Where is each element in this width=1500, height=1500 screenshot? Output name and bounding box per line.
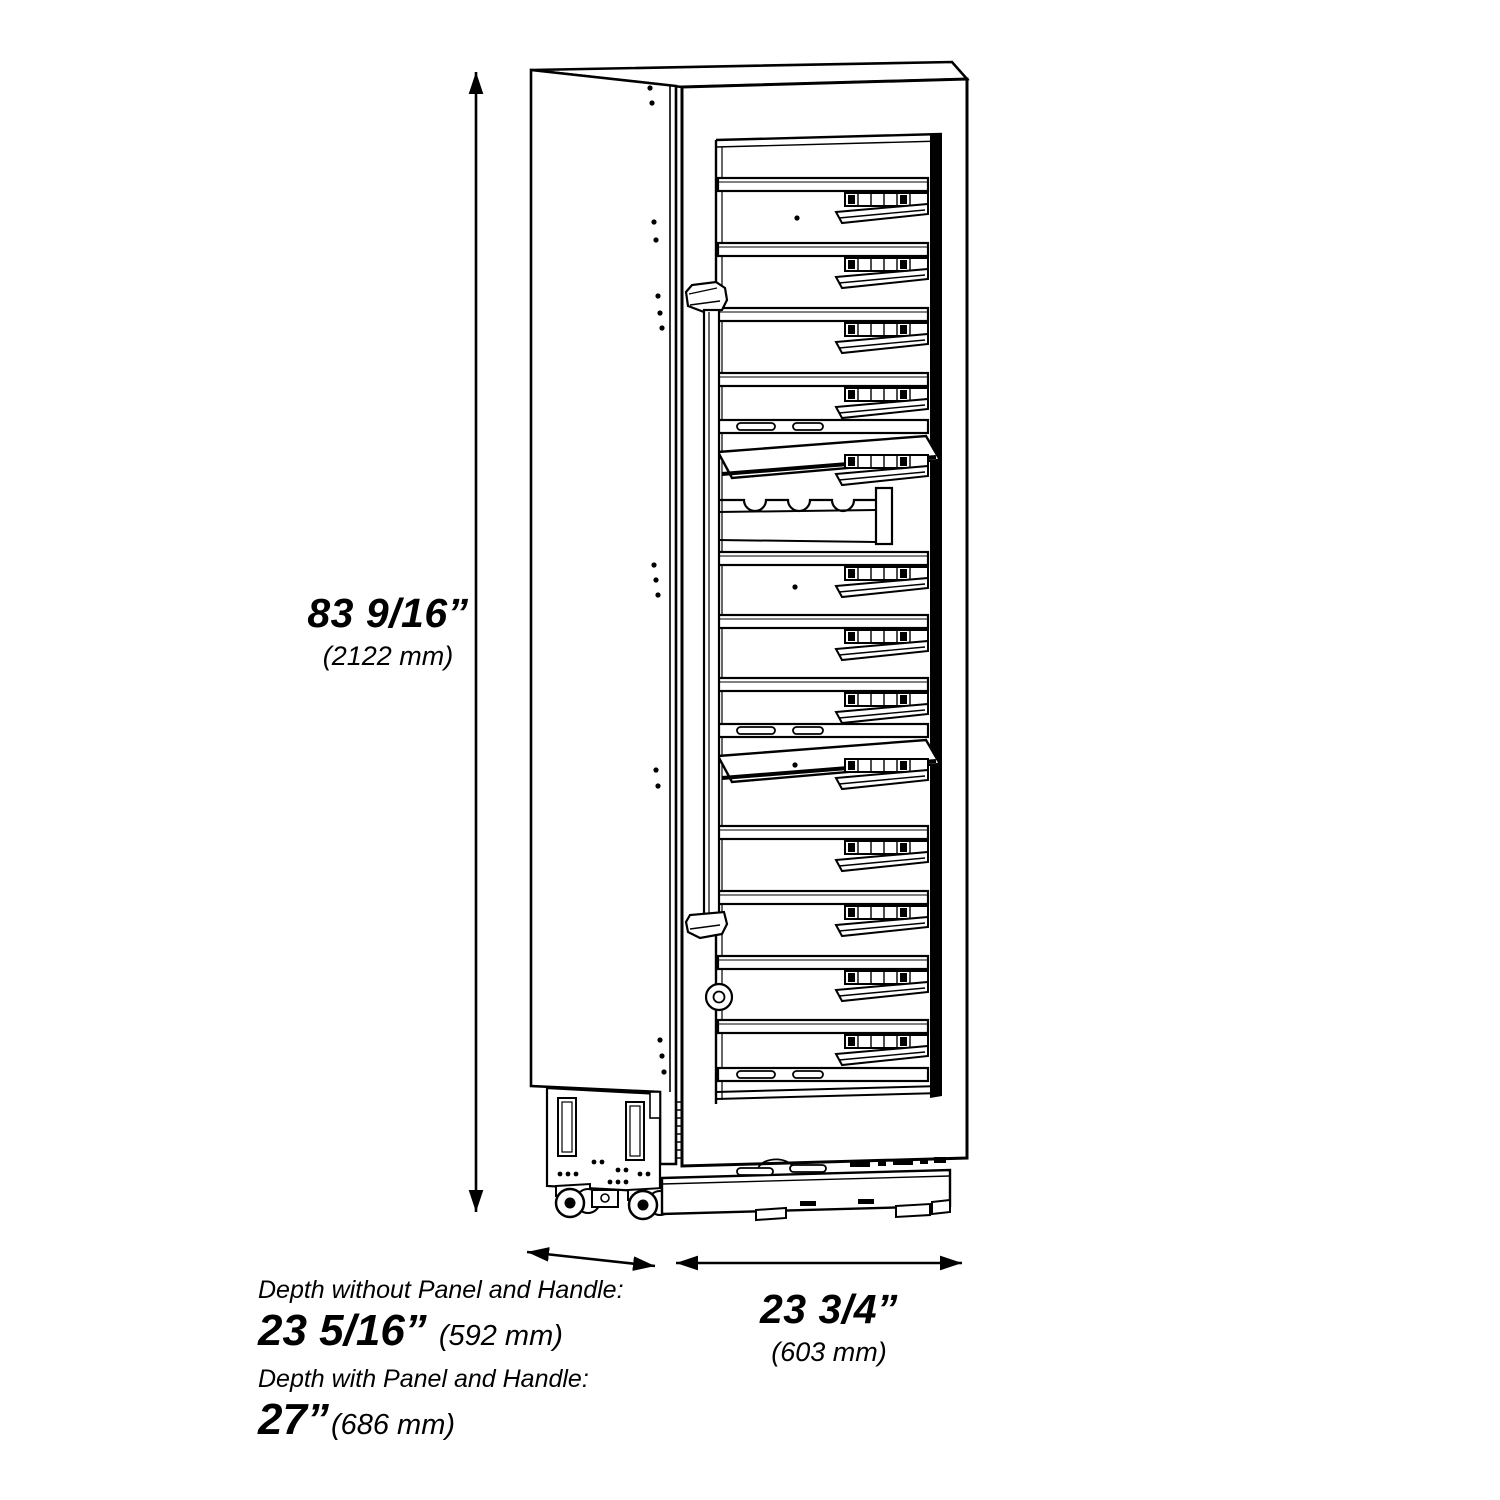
height-value: 83 9/16” xyxy=(307,590,469,636)
compressor-unit xyxy=(547,1088,660,1192)
depth-with-panel-inches: 27” xyxy=(258,1394,329,1444)
width-metric: (603 mm) xyxy=(771,1337,887,1368)
width-value: 23 3/4” xyxy=(760,1286,898,1332)
depth-dimension-labels xyxy=(258,1276,678,1454)
door-lock xyxy=(706,984,732,1010)
leveling-foot xyxy=(932,1200,950,1214)
depth-with-panel-caption: Depth with Panel and Handle: xyxy=(258,1365,589,1394)
kick-plate xyxy=(662,1170,950,1220)
depth-without-panel-inches: 23 5/16” xyxy=(258,1305,427,1355)
height-metric: (2122 mm) xyxy=(322,641,454,672)
height-dimension-label xyxy=(292,592,484,670)
depth-without-panel-caption: Depth without Panel and Handle: xyxy=(258,1276,624,1304)
depth-without-panel-value xyxy=(258,1307,678,1355)
width-dimension-label xyxy=(719,1288,939,1366)
leveling-foot xyxy=(756,1208,786,1220)
depth-without-panel-metric: (592 mm) xyxy=(438,1319,563,1352)
depth-with-panel-value xyxy=(258,1396,678,1444)
cabinet-side-panel xyxy=(531,70,676,1164)
vent-rail xyxy=(718,724,928,737)
vent-rail xyxy=(718,420,928,433)
handle-bottom-mount xyxy=(686,912,727,938)
vent-rail xyxy=(718,1068,928,1081)
leveling-foot xyxy=(896,1204,930,1217)
caster-wheels xyxy=(556,1184,672,1219)
depth-dimension-arrow xyxy=(527,1252,655,1266)
handle-bar xyxy=(704,310,719,918)
depth-with-panel-metric: (686 mm) xyxy=(330,1408,456,1441)
handle-top-mount xyxy=(686,282,727,312)
